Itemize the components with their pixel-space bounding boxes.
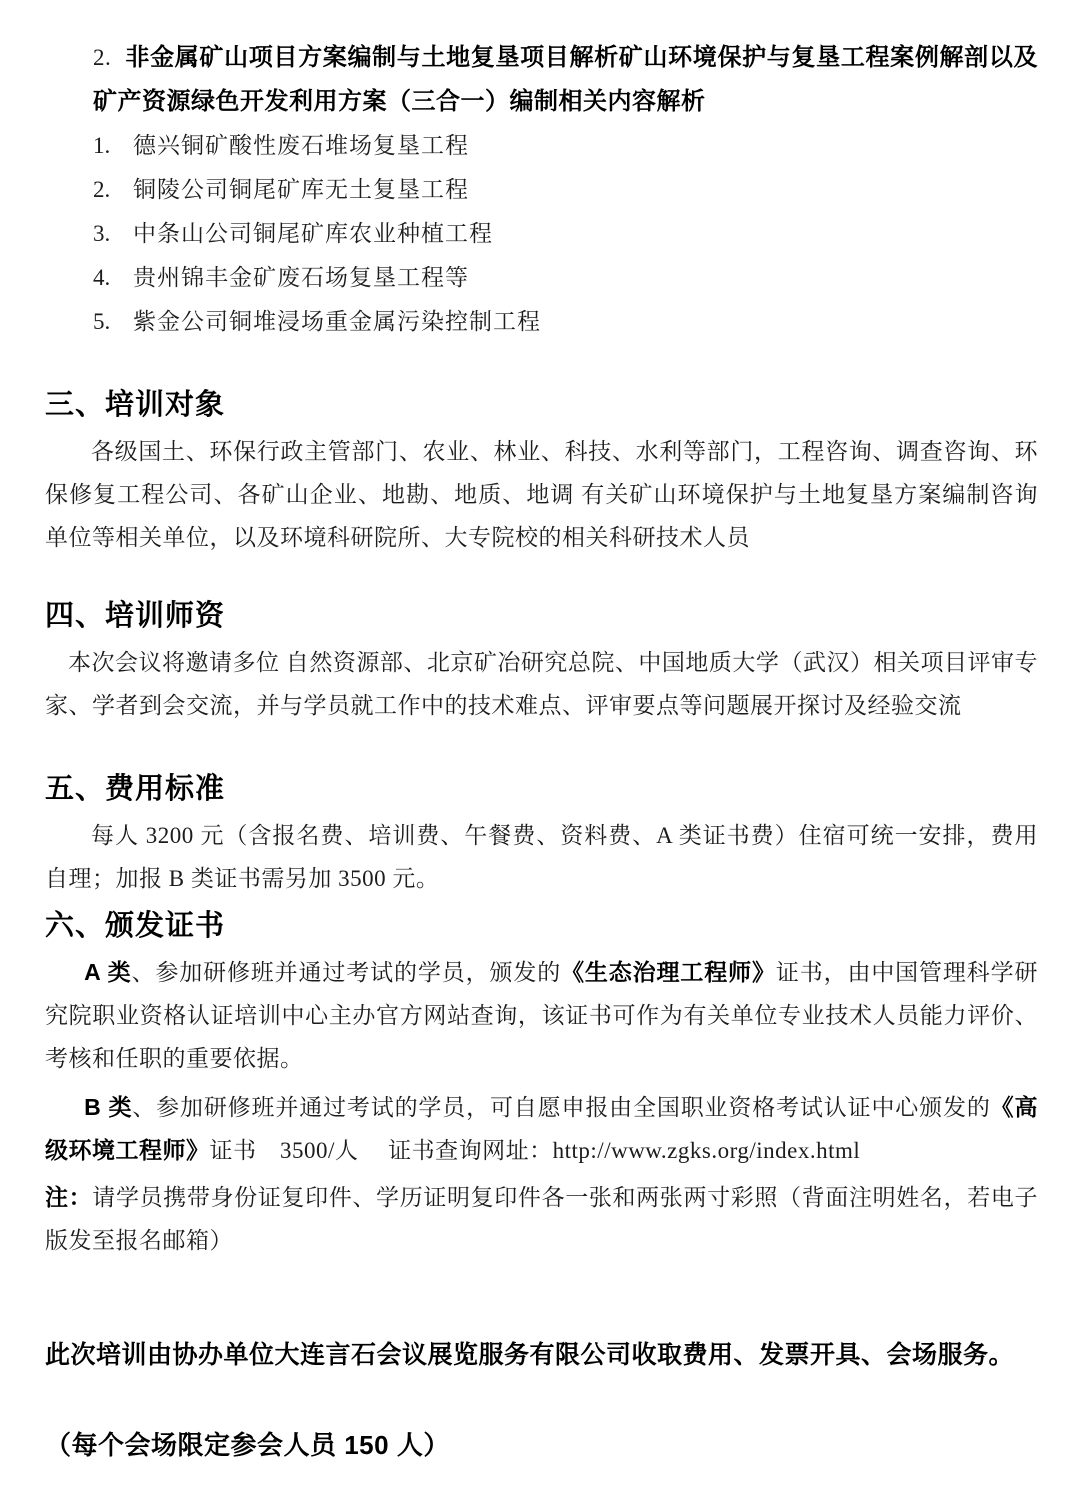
certificate-b-lead: B 类	[84, 1094, 133, 1120]
section-heading-certificates: 六、颁发证书	[45, 910, 226, 942]
capacity-note: （每个会场限定参会人员 150 人）	[45, 1430, 450, 1460]
certificate-a-name: 《生态治理工程师》	[561, 959, 776, 985]
fee-collection-notice: 此次培训由协办单位大连言石会议展览服务有限公司收取费用、发票开具、会场服务。	[45, 1341, 1015, 1369]
list-item-number: 4.	[93, 265, 111, 290]
list-item	[93, 124, 1038, 168]
note-lead: 注：	[45, 1185, 93, 1210]
fees-paragraph: 每人 3200 元（含报名费、培训费、午餐费、资料费、A 类证书费）住宿可统一安排，费用自理；加报 B 类证书需另加 3500 元。	[45, 823, 1038, 891]
list-item-text: 德兴铜矿酸性废石堆场复垦工程	[133, 133, 469, 158]
list-item-number: 1.	[93, 133, 111, 158]
section-heading-trainees: 三、培训对象	[45, 389, 226, 421]
certificate-b-name: 《高级环境工程师》	[45, 1094, 1038, 1163]
list-item-text: 贵州锦丰金矿废石场复垦工程等	[133, 265, 469, 290]
agenda-item-number: 2.	[93, 45, 112, 70]
case-study-list	[93, 124, 1038, 344]
section-heading-fees: 五、费用标准	[45, 773, 226, 805]
certificate-a-text-2: 证书，由中国管理科学研究院职业资格认证培训中心主办官方网站查询，该证书可作为有关单位专业技术人员能力评价、考核和任职的重要依据。	[45, 960, 1039, 1071]
list-item-number: 2.	[93, 177, 111, 202]
trainees-paragraph: 各级国土、环保行政主管部门、农业、林业、科技、水利等部门，工程咨询、调查咨询、环保修复工程公司、各矿山企业、地勘、地质、地调 有关矿山环境保护与土地复垦方案编制咨询单位等相关单位，以及环境科研院所、大专院校的相关科研技术人员	[45, 439, 1038, 550]
list-item-text: 紫金公司铜堆浸场重金属污染控制工程	[133, 309, 541, 334]
section-heading-faculty: 四、培训师资	[45, 600, 226, 632]
note-text: 请学员携带身份证复印件、学历证明复印件各一张和两张两寸彩照（背面注明姓名，若电子版发至报名邮箱）	[45, 1185, 1039, 1253]
list-item-number: 3.	[93, 221, 111, 246]
agenda-item-title: 非金属矿山项目方案编制与土地复垦项目解析矿山环境保护与复垦工程案例解剖以及矿产资源绿色开发利用方案（三合一）编制相关内容解析	[93, 44, 1038, 115]
list-item-number: 5.	[93, 309, 111, 334]
note-paragraph	[45, 1176, 1038, 1262]
list-item	[93, 212, 1038, 256]
list-item-text: 铜陵公司铜尾矿库无土复垦工程	[133, 177, 469, 202]
agenda-item-2	[93, 36, 1038, 124]
list-item	[93, 300, 1038, 344]
faculty-paragraph: 本次会议将邀请多位 自然资源部、北京矿冶研究总院、中国地质大学（武汉）相关项目评审专家、学者到会交流，并与学员就工作中的技术难点、评审要点等问题展开探讨及经验交流	[45, 650, 1038, 718]
list-item	[93, 256, 1038, 300]
certificate-a-paragraph	[45, 951, 1038, 1080]
certificate-a-text-1: 、参加研修班并通过考试的学员，颁发的	[131, 960, 562, 985]
certificate-b-paragraph	[45, 1086, 1038, 1172]
certificate-b-text-1: 、参加研修班并通过考试的学员，可自愿申报由全国职业资格考试认证中心颁发的	[132, 1095, 991, 1120]
list-item-text: 中条山公司铜尾矿库农业种植工程	[133, 221, 493, 246]
list-item	[93, 168, 1038, 212]
certificate-b-text-2: 证书 3500/人 证书查询网址：http://www.zgks.org/index.html	[209, 1138, 861, 1163]
certificate-a-lead: A 类	[84, 959, 132, 985]
